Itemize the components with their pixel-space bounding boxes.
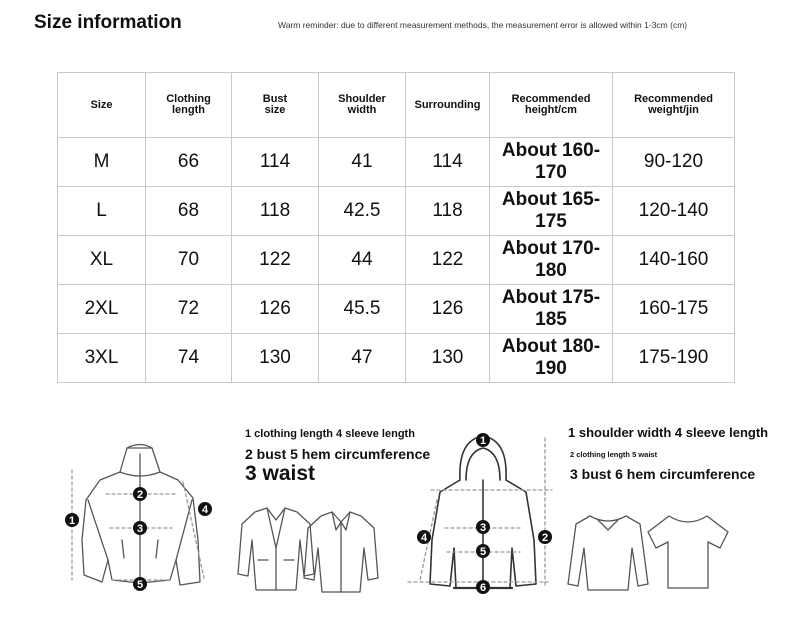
cell-surrounding: 130 — [406, 334, 490, 383]
cell-size: L — [58, 187, 146, 236]
cell-clothing-length: 70 — [146, 236, 232, 285]
blazer-illustration — [238, 508, 314, 590]
svg-text:1: 1 — [68, 515, 76, 527]
left-legend-line2: 2 bust 5 hem circumference — [245, 446, 431, 462]
cell-height: About 175-185 — [490, 285, 613, 334]
marker-left-4 — [198, 502, 212, 516]
svg-text:2: 2 — [136, 489, 144, 501]
left-legend-line1: 1 clothing length 4 sleeve length — [245, 428, 415, 440]
svg-text:3: 3 — [479, 522, 487, 534]
cell-weight: 140-160 — [613, 236, 735, 285]
cell-bust: 118 — [232, 187, 319, 236]
marker-left-3 — [133, 521, 147, 535]
cell-bust: 122 — [232, 236, 319, 285]
long-sleeve-tee-illustration — [568, 516, 648, 590]
svg-text:4: 4 — [420, 532, 428, 544]
cell-weight: 160-175 — [613, 285, 735, 334]
cell-shoulder: 45.5 — [319, 285, 406, 334]
marker-left-5 — [133, 577, 147, 591]
page-title: Size information — [34, 12, 182, 33]
cell-height: About 160-170 — [490, 138, 613, 187]
cell-surrounding: 126 — [406, 285, 490, 334]
cell-shoulder: 41 — [319, 138, 406, 187]
shirt-illustration — [304, 512, 378, 592]
cell-size: 2XL — [58, 285, 146, 334]
hoodie-illustration — [430, 436, 536, 588]
cell-shoulder: 47 — [319, 334, 406, 383]
cell-size: M — [58, 138, 146, 187]
cell-height: About 170-180 — [490, 236, 613, 285]
cell-bust: 114 — [232, 138, 319, 187]
marker-left-2 — [133, 487, 147, 501]
cell-shoulder: 44 — [319, 236, 406, 285]
marker-right-3 — [476, 520, 490, 534]
measurement-reminder: Warm reminder: due to different measurement methods, the measurement error is allowed within 1-3cm (cm) — [278, 20, 688, 30]
right-legend-line2: 2 clothing length 5 waist — [570, 450, 658, 459]
cell-clothing-length: 66 — [146, 138, 232, 187]
cell-clothing-length: 74 — [146, 334, 232, 383]
cell-surrounding: 118 — [406, 187, 490, 236]
marker-left-1 — [65, 513, 79, 527]
left-legend-line3: 3 waist — [245, 462, 316, 485]
header-surrounding: Surrounding — [406, 73, 490, 138]
zip-jacket-illustration — [82, 445, 200, 586]
header-shoulder-width: Shoulder width — [319, 73, 406, 138]
cell-surrounding: 122 — [406, 236, 490, 285]
marker-right-5 — [476, 544, 490, 558]
svg-text:5: 5 — [479, 546, 487, 558]
cell-size: 3XL — [58, 334, 146, 383]
short-sleeve-tee-illustration — [648, 516, 728, 588]
cell-size: XL — [58, 236, 146, 285]
cell-weight: 90-120 — [613, 138, 735, 187]
svg-text:4: 4 — [201, 504, 209, 516]
header-bust-size: Bust size — [232, 73, 319, 138]
cell-weight: 120-140 — [613, 187, 735, 236]
cell-weight: 175-190 — [613, 334, 735, 383]
cell-height: About 165-175 — [490, 187, 613, 236]
marker-right-6 — [476, 580, 490, 594]
cell-surrounding: 114 — [406, 138, 490, 187]
cell-height: About 180-190 — [490, 334, 613, 383]
svg-text:5: 5 — [136, 579, 144, 591]
svg-text:2: 2 — [541, 532, 549, 544]
cell-bust: 126 — [232, 285, 319, 334]
cell-shoulder: 42.5 — [319, 187, 406, 236]
svg-text:1: 1 — [479, 435, 487, 447]
marker-right-4 — [417, 530, 431, 544]
header-size: Size — [58, 73, 146, 138]
header-recommended-height: Recommended height/cm — [490, 73, 613, 138]
cell-clothing-length: 72 — [146, 285, 232, 334]
right-legend-line1: 1 shoulder width 4 sleeve length — [568, 425, 769, 440]
marker-right-2 — [538, 530, 552, 544]
right-legend-line3: 3 bust 6 hem circumference — [570, 466, 756, 482]
svg-text:6: 6 — [479, 582, 487, 594]
cell-clothing-length: 68 — [146, 187, 232, 236]
header-recommended-weight: Recommended weight/jin — [613, 73, 735, 138]
header-clothing-length: Clothing length — [146, 73, 232, 138]
cell-bust: 130 — [232, 334, 319, 383]
marker-right-1 — [476, 433, 490, 447]
svg-text:3: 3 — [136, 523, 144, 535]
